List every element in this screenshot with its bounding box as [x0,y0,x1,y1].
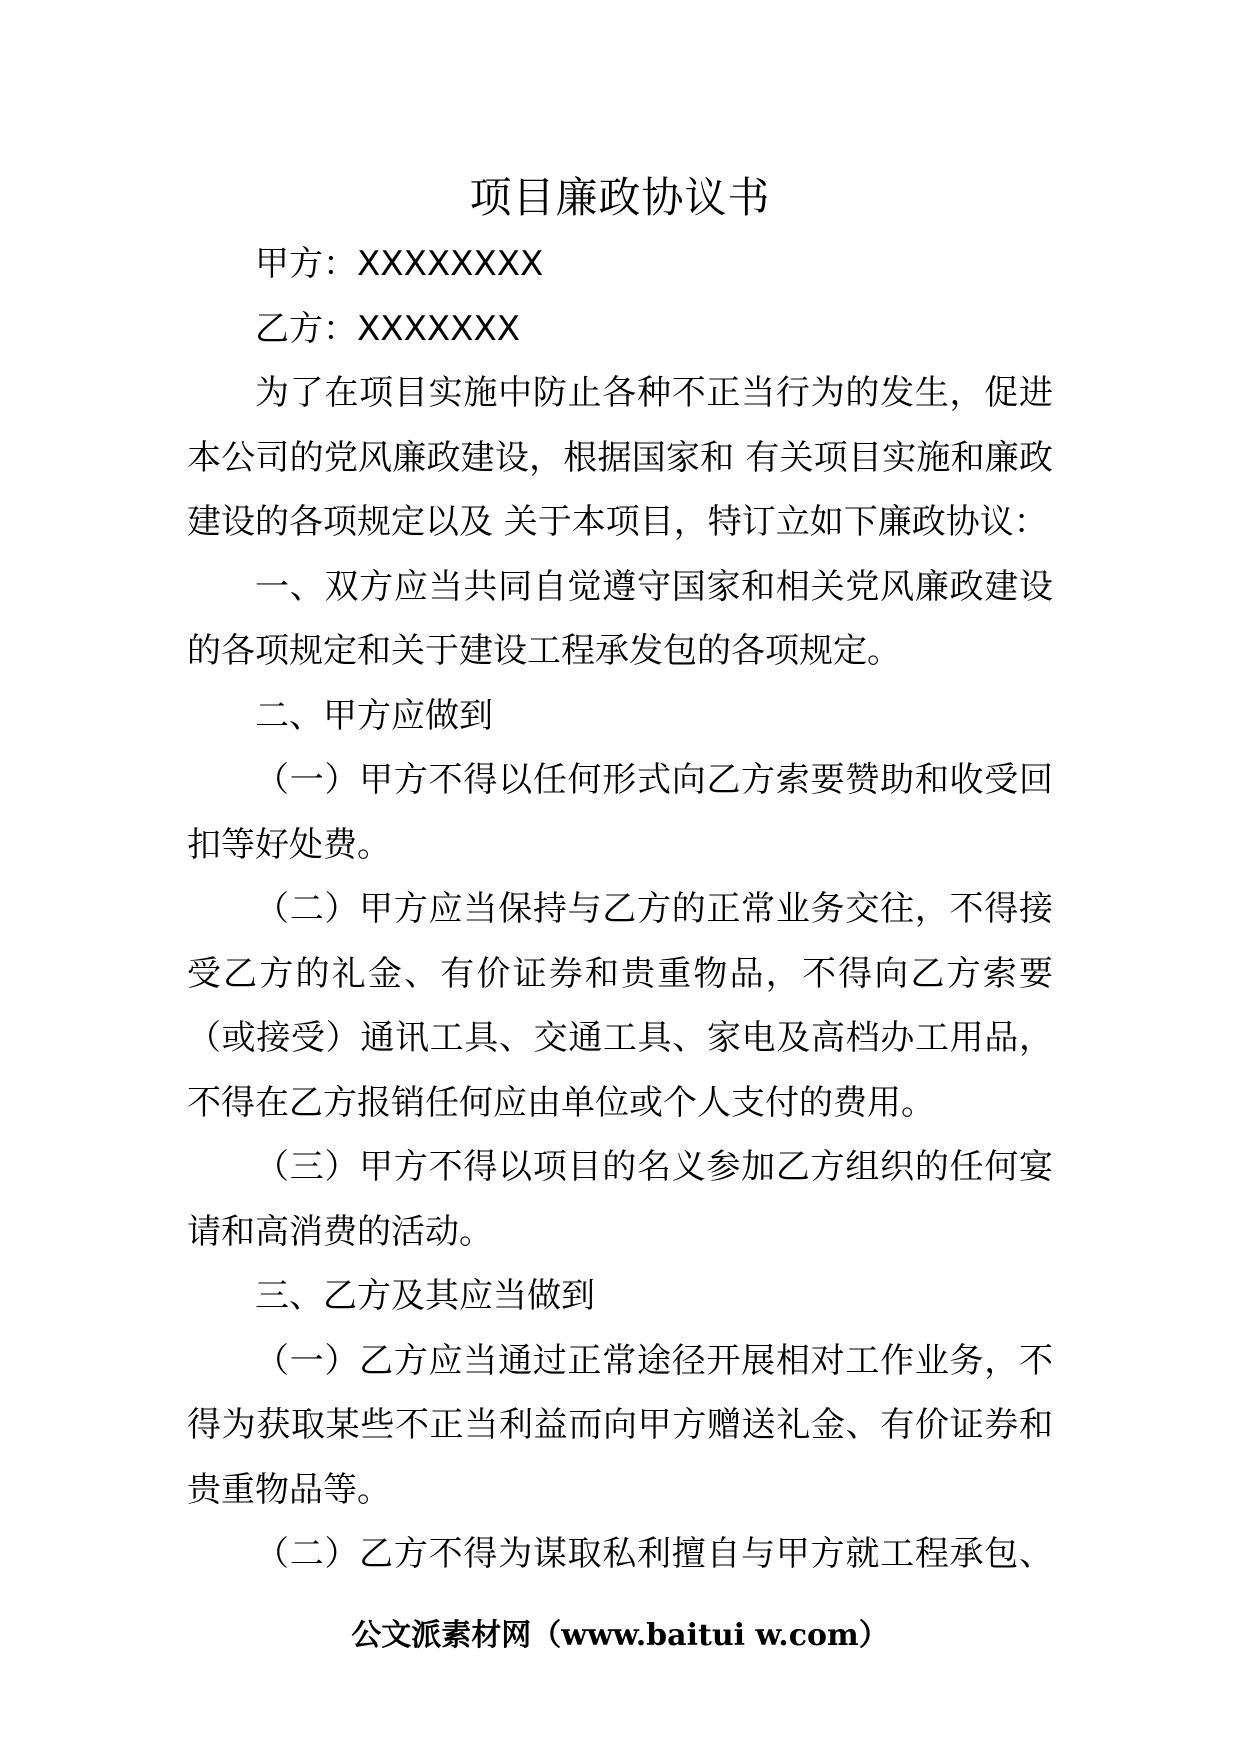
paragraph-line: 请和高消费的活动。 [187,1211,493,1252]
paragraph-line: 受乙方的礼金、有价证券和贵重物品，不得向乙方索要 [187,953,1053,994]
paragraph-line: （二）乙方不得为谋取私利擅自与甲方就工程承包、 [255,1534,1053,1574]
footer-watermark: 公文派素材网（www.baitui w.com） [351,1618,889,1653]
paragraph-line: （二）甲方应当保持与乙方的正常业务交往，不得接 [255,889,1053,929]
paragraph-line: 不得在乙方报销任何应由单位或个人支付的费用。 [187,1082,935,1123]
paragraph-line: 建设的各项规定以及 关于本项目，特订立如下廉政协议： [187,502,1048,542]
party-a-line: 甲方：XXXXXXXX [255,244,544,284]
paragraph-line: （一）甲方不得以任何形式向乙方索要赞助和收受回 [255,760,1053,800]
party-b-line: 乙方：XXXXXXX [255,308,521,349]
paragraph-line: 一、双方应当共同自觉遵守国家和相关党风廉政建设 [255,566,1053,607]
paragraph-line: 本公司的党风廉政建设，根据国家和 有关项目实施和廉政 [187,437,1053,478]
paragraph-line: 为了在项目实施中防止各种不正当行为的发生，促进 [255,373,1053,413]
document-body [187,232,1053,1587]
paragraph-line: （三）甲方不得以项目的名义参加乙方组织的任何宴 [255,1147,1053,1187]
paragraph-line: （一）乙方应当通过正常途径开展相对工作业务，不 [255,1340,1053,1381]
paragraph-line: （或接受）通讯工具、交通工具、家电及高档办工用品， [187,1018,1053,1058]
paragraph-line: 扣等好处费。 [187,824,391,865]
paragraph-line: 贵重物品等。 [187,1469,391,1510]
section-heading: 二、甲方应做到 [255,695,493,736]
paragraph-line: 的各项规定和关于建设工程承发包的各项规定。 [187,631,901,671]
paragraph-line: 得为获取某些不正当利益而向甲方赠送礼金、有价证券和 [187,1405,1053,1445]
document-title: 项目廉政协议书 [469,173,771,222]
section-heading: 三、乙方及其应当做到 [255,1276,595,1316]
